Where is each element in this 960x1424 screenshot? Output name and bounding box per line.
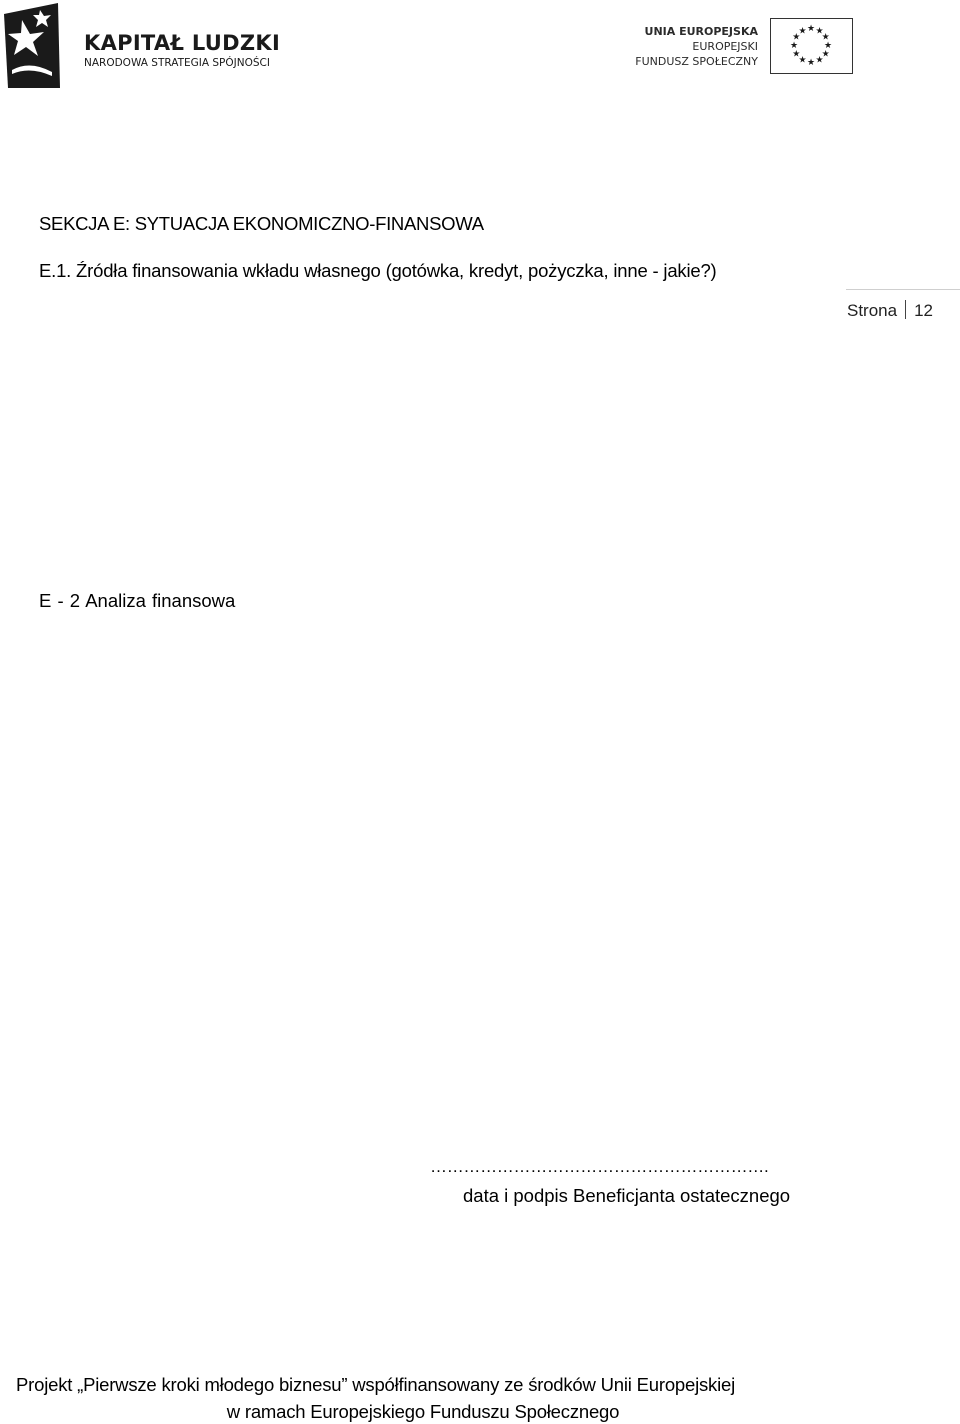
eu-star-icon: ★ xyxy=(806,58,816,68)
eu-star-icon: ★ xyxy=(798,55,807,66)
page-number-value: 12 xyxy=(914,301,934,320)
eu-star-icon: ★ xyxy=(815,26,824,37)
logo-title: KAPITAŁ LUDZKI xyxy=(84,31,281,55)
footer-line-1: Projekt „Pierwsze kroki młodego biznesu” współfinansowany ze środków Unii Europejskiej xyxy=(16,1374,736,1395)
eu-logo-line-1: UNIA EUROPEJSKA xyxy=(644,25,758,38)
eu-star-icon: ★ xyxy=(821,32,830,43)
signature-line: ……………………………………………………. xyxy=(430,1157,769,1176)
kapital-ludzki-emblem-icon xyxy=(0,0,80,95)
footer-line-2: w ramach Europejskiego Funduszu Społecznego xyxy=(226,1401,620,1422)
page-label: Strona xyxy=(847,301,898,320)
eu-logo-line-3: FUNDUSZ SPOŁECZNY xyxy=(635,55,758,68)
subsection-heading: E - 2 Analiza finansowa xyxy=(39,590,236,611)
page-separator xyxy=(905,300,906,319)
eu-star-icon: ★ xyxy=(792,32,801,43)
eu-star-icon: ★ xyxy=(806,24,816,34)
page-number xyxy=(847,300,933,321)
eu-star-icon: ★ xyxy=(815,55,824,66)
eu-star-icon: ★ xyxy=(798,26,807,37)
page-number-divider xyxy=(846,289,960,290)
logo-subtitle: NARODOWA STRATEGIA SPÓJNOŚCI xyxy=(84,57,270,69)
eu-flag-icon xyxy=(770,18,853,74)
eu-logo-line-2: EUROPEJSKI xyxy=(692,40,758,53)
signature-caption: data i podpis Beneficjanta ostatecznego xyxy=(463,1185,791,1206)
kapital-ludzki-logo xyxy=(0,0,290,95)
section-heading: SEKCJA E: SYTUACJA EKONOMICZNO-FINANSOWA xyxy=(39,213,484,234)
question-e1: E.1. Źródła finansowania wkładu własnego (gotówka, kredyt, pożyczka, inne - jakie?) xyxy=(39,260,717,281)
eu-stars-icon xyxy=(771,19,851,72)
eu-star-icon: ★ xyxy=(823,41,833,51)
eu-star-icon: ★ xyxy=(792,49,801,60)
eu-star-icon: ★ xyxy=(789,41,799,51)
eu-star-icon: ★ xyxy=(821,49,830,60)
